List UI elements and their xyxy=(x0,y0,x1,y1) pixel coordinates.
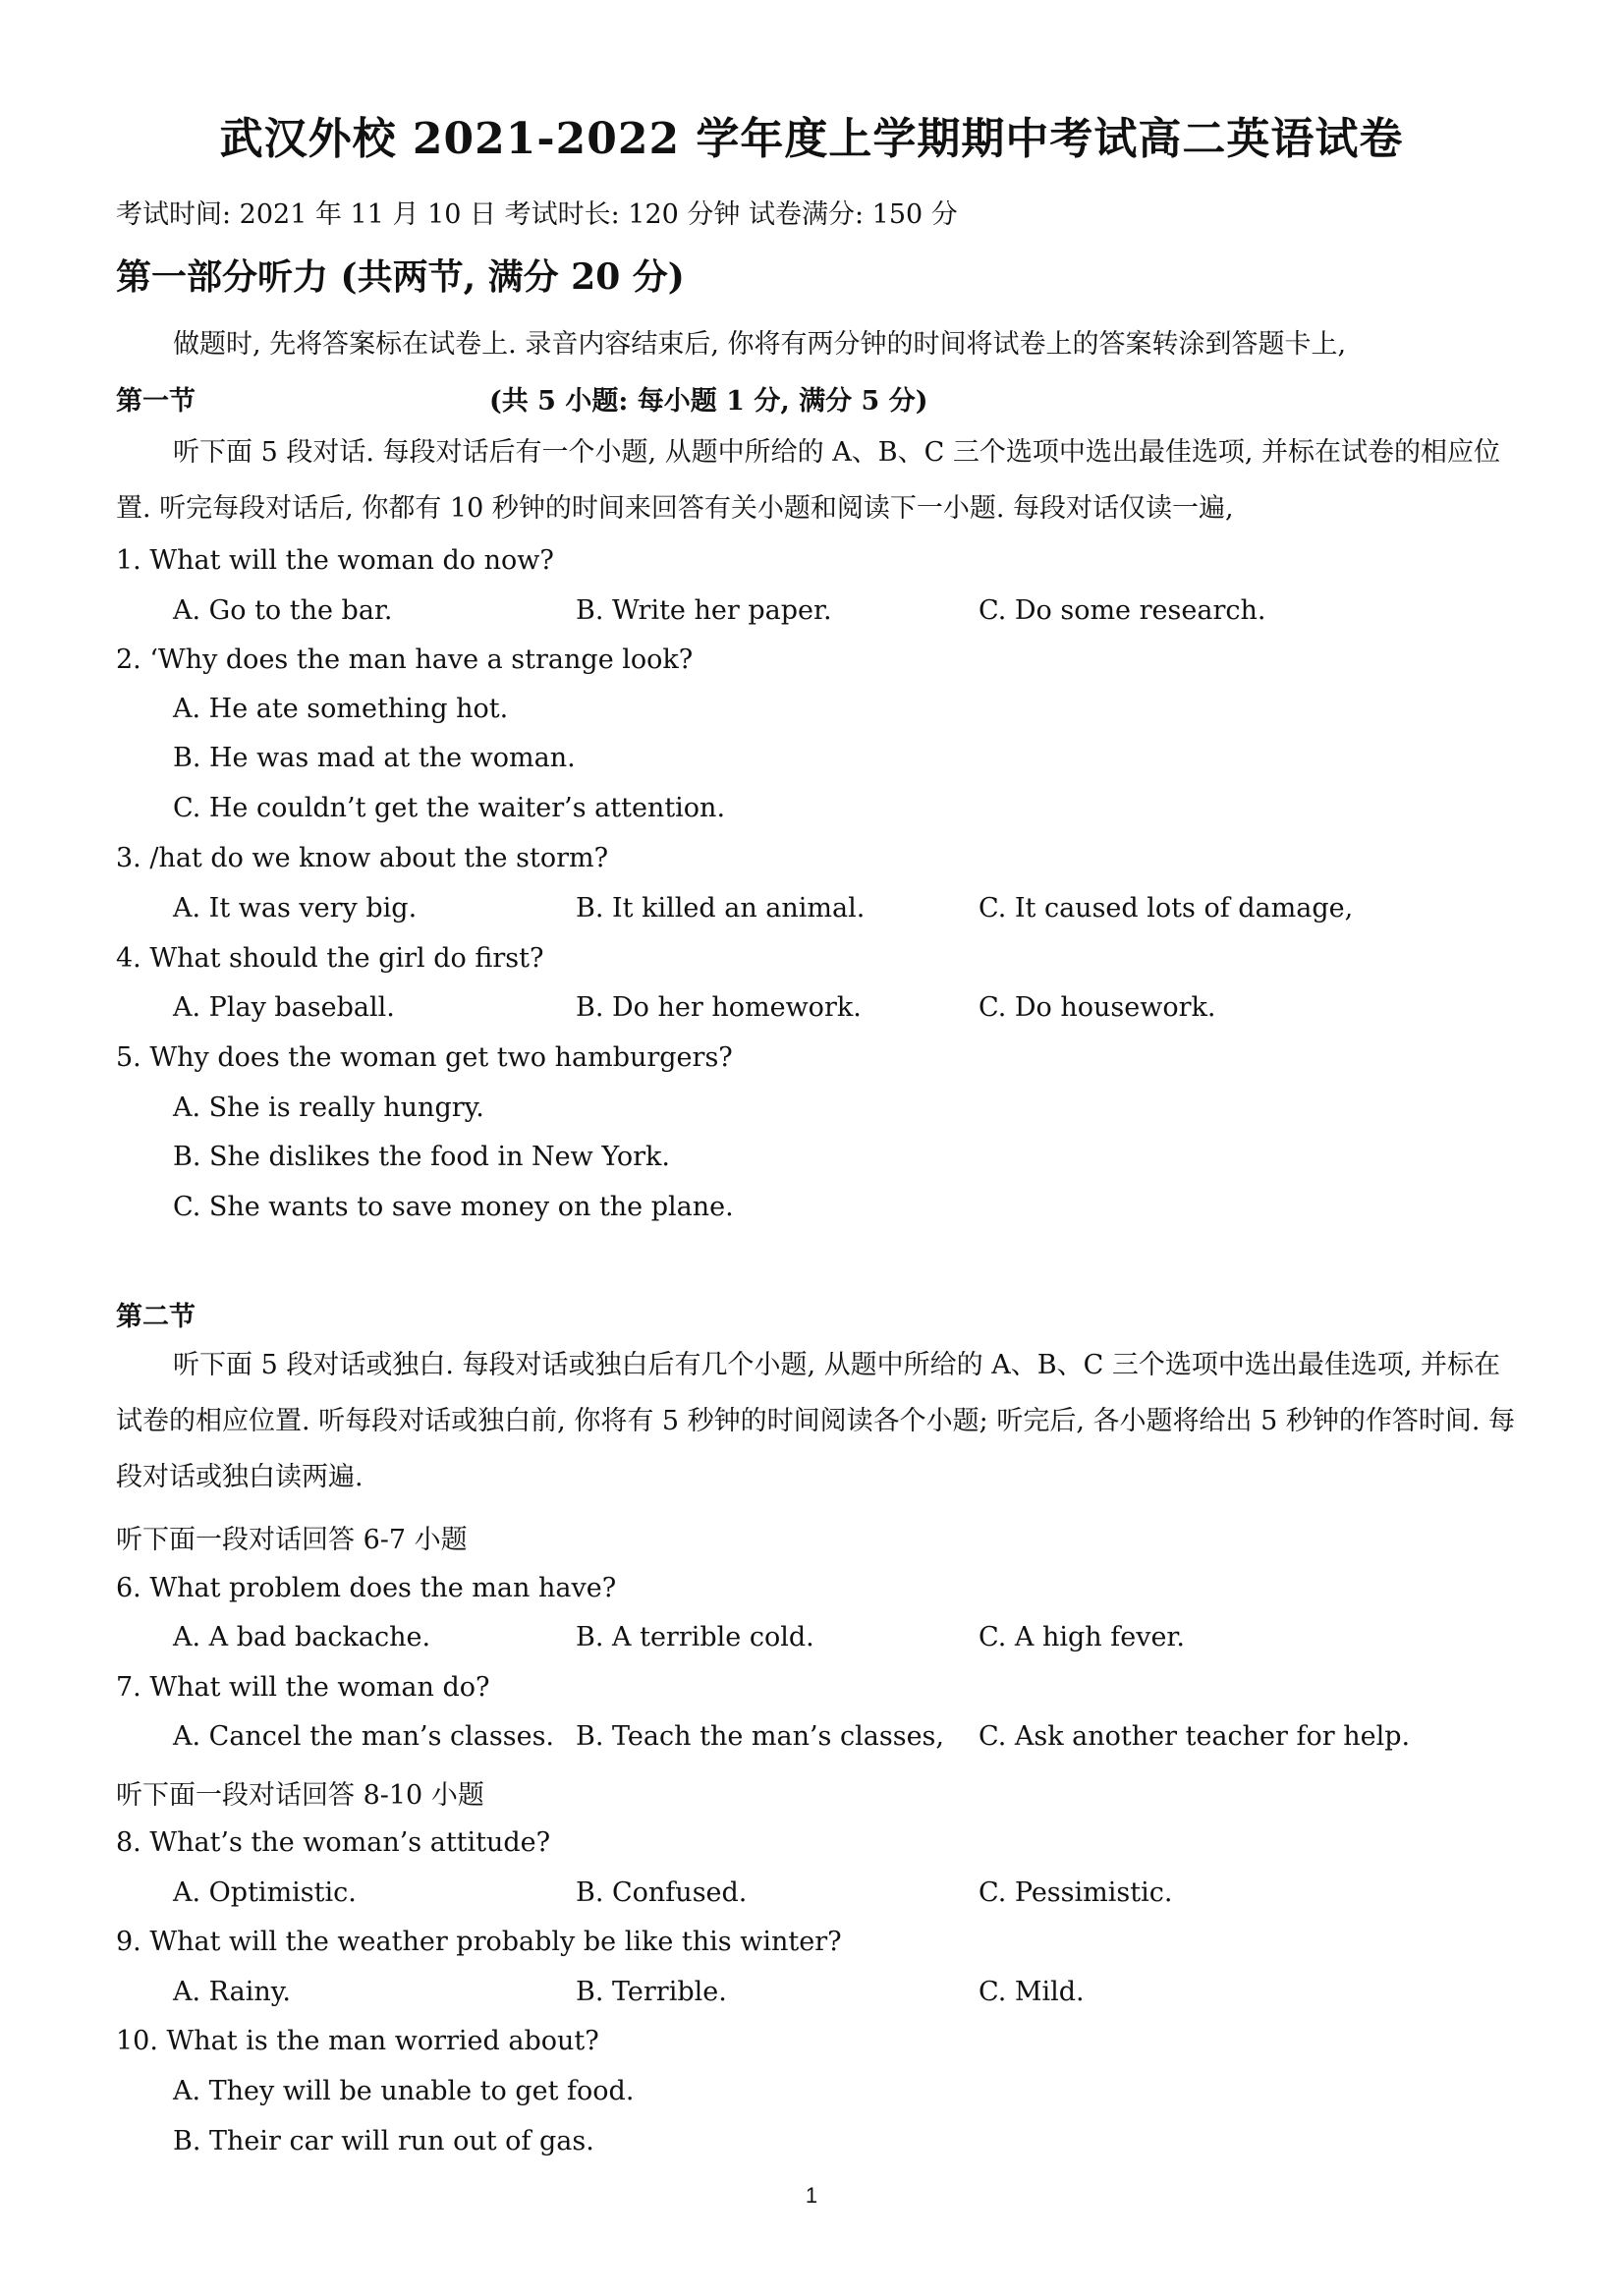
question-5-option-b: B. She dislikes the food in New York. xyxy=(173,1142,670,1172)
question-7-option-c: C. Ask another teacher for help. xyxy=(979,1721,1411,1752)
question-6-option-a: A. A bad backache. xyxy=(173,1622,431,1652)
question-5-option-c: C. She wants to save money on the plane. xyxy=(173,1192,734,1222)
question-2-option-c: C. He couldn’t get the waiter’s attention. xyxy=(173,793,726,823)
part1-instructions: 做题时, 先将答案标在试卷上. 录音内容结束后, 你将有两分钟的时间将试卷上的答案转涂到答题卡上, xyxy=(173,329,1347,360)
question-7-option-a: A. Cancel the man’s classes. xyxy=(173,1721,555,1752)
section1-note: (共 5 小题: 每小题 1 分, 满分 5 分) xyxy=(489,386,928,417)
section1-heading: 第一节 xyxy=(116,386,196,417)
question-2-option-a: A. He ate something hot. xyxy=(173,694,509,724)
question-10-option-b: B. Their car will run out of gas. xyxy=(173,2126,594,2156)
question-8-option-a: A. Optimistic. xyxy=(173,1877,357,1908)
section2-heading: 第二节 xyxy=(116,1302,196,1332)
group-8-10-heading: 听下面一段对话回答 8-10 小题 xyxy=(116,1780,484,1811)
question-1-option-a: A. Go to the bar. xyxy=(173,595,393,626)
exam-info: 考试时间: 2021 年 11 月 10 日 考试时长: 120 分钟 试卷满分: 150 分 xyxy=(116,199,958,230)
question-5-option-a: A. She is really hungry. xyxy=(173,1092,484,1123)
section2-instructions: 听下面 5 段对话或独白. 每段对话或独白后有几个小题, 从题中所给的 A、B、C 三个选项中选出最佳选项, 并标在试卷的相应位置. 听每段对话或独白前, 你将有 5 秒钟的时间阅读各个小题; 听完后, 各小题将给出 5 秒钟的作答时间. 每段对话或独白读两遍. xyxy=(116,1350,1516,1492)
question-9-option-b: B. Terrible. xyxy=(576,1977,727,2007)
question-3-option-a: A. It was very big. xyxy=(173,893,418,924)
question-5-stem: 5. Why does the woman get two hamburgers? xyxy=(116,1042,733,1073)
question-1-stem: 1. What will the woman do now? xyxy=(116,545,554,576)
question-2-stem: 2. ‘Why does the man have a strange look? xyxy=(116,644,694,675)
question-3-stem: 3. /hat do we know about the storm? xyxy=(116,843,609,873)
question-9-option-a: A. Rainy. xyxy=(173,1977,291,2007)
question-8-option-c: C. Pessimistic. xyxy=(979,1877,1173,1908)
section1-instructions: 听下面 5 段对话. 每段对话后有一个小题, 从题中所给的 A、B、C 三个选项中选出最佳选项, 并标在试卷的相应位置. 听完每段对话后, 你都有 10 秒钟的时间来回答有关小题和阅读下一小题. 每段对话仅读一遍, xyxy=(116,437,1500,524)
question-2-option-b: B. He was mad at the woman. xyxy=(173,743,576,773)
question-1-option-b: B. Write her paper. xyxy=(576,595,832,626)
page-title: 武汉外校 2021-2022 学年度上学期期中考试高二英语试卷 xyxy=(219,114,1404,164)
question-8-option-b: B. Confused. xyxy=(576,1877,748,1908)
question-3-option-c: C. It caused lots of damage, xyxy=(979,893,1354,924)
question-4-stem: 4. What should the girl do first? xyxy=(116,943,544,974)
question-8-stem: 8. What’s the woman’s attitude? xyxy=(116,1827,551,1858)
question-4-option-a: A. Play baseball. xyxy=(173,992,395,1023)
question-6-option-b: B. A terrible cold. xyxy=(576,1622,814,1652)
question-4-option-b: B. Do her homework. xyxy=(576,992,862,1023)
question-6-option-c: C. A high fever. xyxy=(979,1622,1185,1652)
question-4-option-c: C. Do housework. xyxy=(979,992,1216,1023)
question-3-option-b: B. It killed an animal. xyxy=(576,893,866,924)
question-9-option-c: C. Mild. xyxy=(979,1977,1085,2007)
question-10-option-a: A. They will be unable to get food. xyxy=(173,2076,635,2106)
question-7-option-b: B. Teach the man’s classes, xyxy=(576,1721,944,1752)
question-7-stem: 7. What will the woman do? xyxy=(116,1672,490,1703)
question-9-stem: 9. What will the weather probably be like this winter? xyxy=(116,1927,842,1957)
question-1-option-c: C. Do some research. xyxy=(979,595,1266,626)
group-6-7-heading: 听下面一段对话回答 6-7 小题 xyxy=(116,1525,468,1555)
part1-title: 第一部分听力 (共两节, 满分 20 分) xyxy=(116,256,685,298)
question-6-stem: 6. What problem does the man have? xyxy=(116,1573,617,1603)
page-number: 1 xyxy=(805,2183,818,2208)
question-10-stem: 10. What is the man worried about? xyxy=(116,2026,599,2056)
